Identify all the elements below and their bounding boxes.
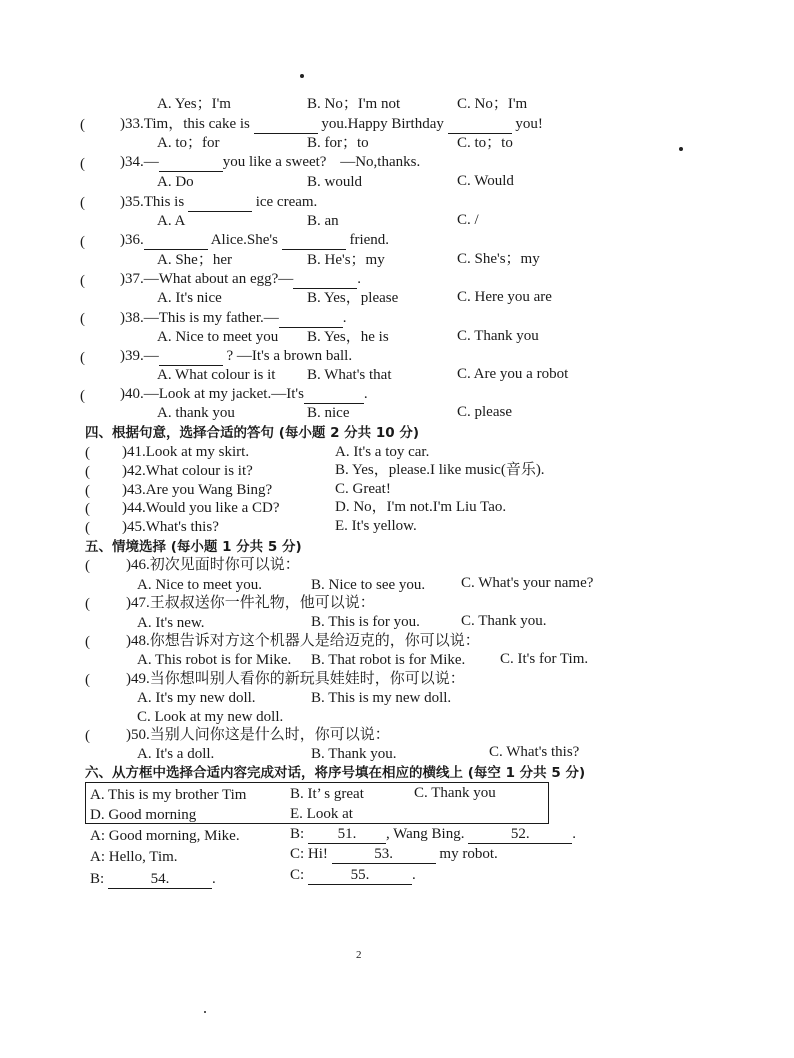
box-option-a: A. This is my brother Tim	[90, 787, 247, 803]
q50-stem: )50.当别人问你这是什么时，你可以说：	[126, 727, 390, 743]
box-option-d: D. Good morning	[90, 807, 197, 823]
answer-paren[interactable]: (	[80, 234, 85, 250]
blank[interactable]	[293, 270, 357, 289]
q36-option-b: B. He's；my	[307, 252, 385, 268]
match-question: )45.What's this?	[122, 519, 219, 535]
dialog-line-a2: A: Hello, Tim.	[90, 849, 178, 865]
dialog-line-c1: C: Hi! 53. my robot.	[290, 846, 498, 862]
box-option-c: C. Thank you	[414, 785, 496, 801]
q34-stem: )34.— you like a sweet? —No,thanks.	[120, 154, 421, 170]
ink-mark	[204, 1011, 206, 1013]
dialog-line-b2: B: 54. .	[90, 871, 216, 887]
box-option-e: E. Look at	[290, 806, 353, 822]
blank[interactable]	[282, 231, 346, 250]
q35-option-a: A. A	[157, 213, 186, 229]
q32-option-c: C. No；I'm	[457, 96, 528, 112]
q36-option-a: A. She；her	[157, 252, 232, 268]
q37-option-b: B. Yes，please	[307, 290, 399, 306]
blank[interactable]	[144, 231, 208, 250]
q39-option-c: C. Are you a robot	[457, 366, 569, 382]
q33-option-b: B. for；to	[307, 135, 369, 151]
q38-option-b: B. Yes，he is	[307, 329, 389, 345]
dialog-line-a1: A: Good morning, Mike.	[90, 828, 240, 844]
q32-option-a: A. Yes；I'm	[157, 96, 231, 112]
blank-54[interactable]: 54.	[108, 870, 212, 889]
answer-paren[interactable]: (	[80, 350, 85, 366]
q50-option-a: A. It's a doll.	[137, 746, 215, 762]
q46-option-c: C. What's your name?	[461, 575, 594, 591]
q47-option-b: B. This is for you.	[311, 614, 420, 630]
match-question: )44.Would you like a CD?	[122, 500, 280, 516]
q33-option-a: A. to；for	[157, 135, 220, 151]
page-number: 2	[356, 949, 362, 961]
answer-paren[interactable]: (	[80, 195, 85, 211]
q38-stem: )38.—This is my father.— .	[120, 310, 347, 326]
answer-paren[interactable]: (	[85, 483, 90, 499]
dialog-line-c2: C: 55. .	[290, 867, 416, 883]
answer-paren[interactable]: (	[85, 464, 90, 480]
blank[interactable]	[254, 115, 318, 134]
q37-option-c: C. Here you are	[457, 289, 552, 305]
q49-option-c: C. Look at my new doll.	[137, 709, 284, 725]
answer-paren[interactable]: (	[80, 273, 85, 289]
match-answer: E. It's yellow.	[335, 518, 417, 534]
q46-stem: )46.初次见面时你可以说：	[126, 557, 300, 573]
q49-stem: )49.当你想叫别人看你的新玩具娃娃时，你可以说：	[126, 671, 465, 687]
section-6-title: 六、从方框中选择合适内容完成对话，将序号填在相应的横线上 (每空 1 分共 5 分)	[85, 765, 586, 781]
q33-stem: )33.Tim，this cake is you.Happy Birthday you!	[120, 116, 543, 132]
answer-paren[interactable]: (	[85, 501, 90, 517]
answer-paren[interactable]: (	[85, 445, 90, 461]
match-answer: D. No，I'm not.I'm Liu Tao.	[335, 499, 507, 515]
q48-option-c: C. It's for Tim.	[500, 651, 589, 667]
q38-option-c: C. Thank you	[457, 328, 539, 344]
q37-option-a: A. It's nice	[157, 290, 222, 306]
section-4-title: 四、根据句意，选择合适的答句 (每小题 2 分共 10 分)	[85, 425, 420, 441]
q40-option-c: C. please	[457, 404, 512, 420]
blank-55[interactable]: 55.	[308, 866, 412, 885]
blank-51[interactable]: 51.	[308, 825, 386, 844]
q48-option-b: B. That robot is for Mike.	[311, 652, 466, 668]
answer-paren[interactable]: (	[85, 520, 90, 536]
blank[interactable]	[304, 385, 364, 404]
q33-option-c: C. to；to	[457, 135, 513, 151]
section-5-title: 五、情境选择 (每小题 1 分共 5 分)	[85, 539, 302, 555]
q48-stem: )48.你想告诉对方这个机器人是给迈克的，你可以说：	[126, 633, 480, 649]
match-question: )41.Look at my skirt.	[122, 444, 250, 460]
q35-option-b: B. an	[307, 213, 339, 229]
q36-option-c: C. She's；my	[457, 251, 540, 267]
blank[interactable]	[279, 309, 343, 328]
answer-paren[interactable]: (	[85, 672, 90, 688]
match-answer: A. It's a toy car.	[335, 444, 430, 460]
q50-option-b: B. Thank you.	[311, 746, 397, 762]
blank[interactable]	[159, 347, 223, 366]
answer-paren[interactable]: (	[80, 311, 85, 327]
q34-option-a: A. Do	[157, 174, 194, 190]
answer-paren[interactable]: (	[85, 634, 90, 650]
blank[interactable]	[188, 193, 252, 212]
blank[interactable]	[448, 115, 512, 134]
q49-option-a: A. It's my new doll.	[137, 690, 256, 706]
q40-stem: )40.—Look at my jacket.—It's .	[120, 386, 368, 402]
q47-option-a: A. It's new.	[137, 615, 205, 631]
dialog-line-b1: B: 51. , Wang Bing. 52. .	[290, 826, 576, 842]
q32-option-b: B. No；I'm not	[307, 96, 401, 112]
q36-stem: )36. Alice.She's friend.	[120, 232, 390, 248]
answer-paren[interactable]: (	[85, 728, 90, 744]
answer-paren[interactable]: (	[80, 388, 85, 404]
blank-53[interactable]: 53.	[332, 845, 436, 864]
match-answer: C. Great!	[335, 481, 391, 497]
match-question: )43.Are you Wang Bing?	[122, 482, 273, 498]
q46-option-b: B. Nice to see you.	[311, 577, 426, 593]
q38-option-a: A. Nice to meet you	[157, 329, 279, 345]
blank[interactable]	[159, 153, 223, 172]
q50-option-c: C. What's this?	[489, 744, 580, 760]
q40-option-b: B. nice	[307, 405, 350, 421]
q49-option-b: B. This is my new doll.	[311, 690, 452, 706]
q37-stem: )37.—What about an egg?— .	[120, 271, 362, 287]
q35-stem: )35.This is ice cream.	[120, 194, 318, 210]
q47-stem: )47.王叔叔送你一件礼物，他可以说：	[126, 595, 375, 611]
q48-option-a: A. This robot is for Mike.	[137, 652, 292, 668]
ink-mark	[679, 147, 683, 151]
q39-stem: )39.— ? —It's a brown ball.	[120, 348, 353, 364]
match-answer: B. Yes，please.I like music(音乐).	[335, 462, 545, 478]
ink-mark	[300, 74, 304, 78]
answer-paren[interactable]: (	[85, 558, 90, 574]
q47-option-c: C. Thank you.	[461, 613, 547, 629]
match-question: )42.What colour is it?	[122, 463, 253, 479]
answer-paren[interactable]: (	[85, 596, 90, 612]
q40-option-a: A. thank you	[157, 405, 235, 421]
q39-option-b: B. What's that	[307, 367, 392, 383]
answer-paren[interactable]: (	[80, 117, 85, 133]
answer-paren[interactable]: (	[80, 156, 85, 172]
q46-option-a: A. Nice to meet you.	[137, 577, 262, 593]
q34-option-b: B. would	[307, 174, 363, 190]
q34-option-c: C. Would	[457, 173, 514, 189]
q39-option-a: A. What colour is it	[157, 367, 276, 383]
q35-option-c: C. /	[457, 212, 479, 228]
blank-52[interactable]: 52.	[468, 825, 572, 844]
box-option-b: B. It’ s great	[290, 786, 364, 802]
